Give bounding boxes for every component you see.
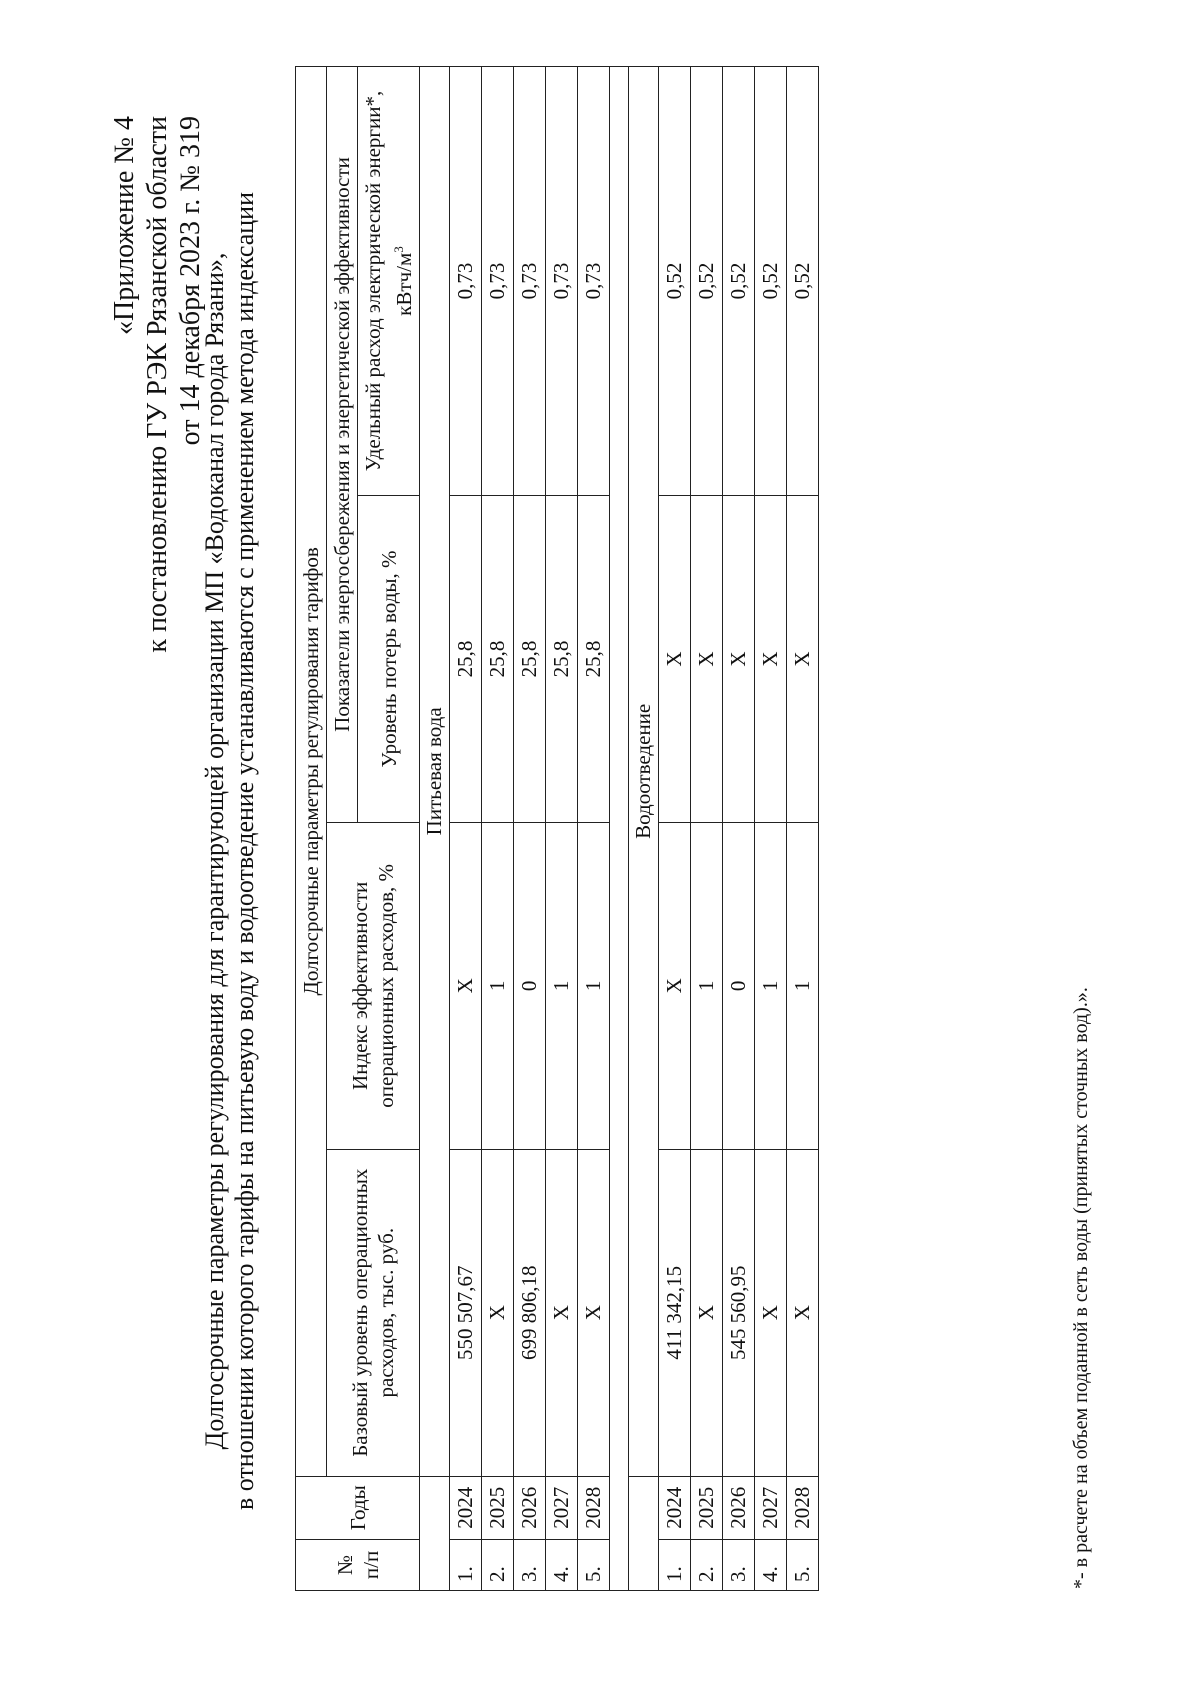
cell-water-loss: 25,8 [578, 496, 610, 823]
header-electricity-text: Удельный расход электрической энергии*, кВтч/м [361, 90, 416, 472]
footnote: *- в расчете на объем поданной в сеть воды (принятых сточных вод).». [1070, 987, 1092, 1589]
cell-year: 2027 [755, 1476, 787, 1539]
cell-water-loss: 25,8 [546, 496, 578, 823]
cell-efficiency-index: 1 [578, 822, 610, 1149]
cell-efficiency-index: X [659, 822, 691, 1149]
cell-electricity: 0,52 [723, 67, 755, 496]
table-row [578, 67, 610, 1591]
table-body [420, 67, 819, 1591]
cell-efficiency-index: 1 [546, 822, 578, 1149]
cell-year: 2024 [659, 1476, 691, 1539]
cell-year: 2024 [450, 1476, 482, 1539]
cell-efficiency-index: X [450, 822, 482, 1149]
cell-water-loss: X [659, 496, 691, 823]
table-header [296, 67, 420, 1591]
cell-num: 3. [723, 1539, 755, 1590]
section-title: Водоотведение [629, 67, 659, 1477]
table-row [514, 67, 546, 1591]
cell-efficiency-index: 1 [691, 822, 723, 1149]
cell-electricity: 0,52 [787, 67, 819, 496]
cell-water-loss: X [787, 496, 819, 823]
cell-base-level: 550 507,67 [450, 1149, 482, 1476]
cell-electricity: 0,73 [578, 67, 610, 496]
title-line-2: в отношении которого тарифы на питьевую воду и водоотведение устанавливаются с применением метода индексации [230, 191, 259, 1511]
table-row [482, 67, 514, 1591]
cell-num: 1. [450, 1539, 482, 1590]
section-empty-cell [629, 1476, 659, 1590]
cell-base-level: X [787, 1149, 819, 1476]
cell-year: 2026 [723, 1476, 755, 1539]
cell-base-level: X [755, 1149, 787, 1476]
cell-water-loss: X [755, 496, 787, 823]
document-page [50, 51, 1150, 1651]
section-row [629, 67, 659, 1591]
header-base-level: Базовый уровень операционных расходов, тыс. руб. [327, 1149, 420, 1476]
header-group: Долгосрочные параметры регулирования тарифов [296, 67, 327, 1477]
title-line-1: Долгосрочные параметры регулирования для гарантирующей организации МП «Водоканал города Рязани», [200, 252, 229, 1450]
cell-efficiency-index: 1 [787, 822, 819, 1149]
cell-water-loss: 25,8 [514, 496, 546, 823]
header-electricity-sup: 3 [391, 246, 406, 253]
cell-water-loss: X [691, 496, 723, 823]
header-electricity [358, 67, 420, 496]
cell-efficiency-index: 1 [482, 822, 514, 1149]
cell-num: 4. [546, 1539, 578, 1590]
cell-electricity: 0,73 [450, 67, 482, 496]
cell-electricity: 0,73 [546, 67, 578, 496]
header-year: Годы [296, 1476, 420, 1539]
cell-year: 2028 [578, 1476, 610, 1539]
table-row [546, 67, 578, 1591]
cell-base-level: X [482, 1149, 514, 1476]
document-title [200, 51, 260, 1651]
header-num: № п/п [296, 1539, 420, 1590]
appendix-reference [108, 116, 207, 653]
cell-water-loss: 25,8 [450, 496, 482, 823]
table-row [755, 67, 787, 1591]
header-energy-group: Показатели энергосбережения и энергетической эффективности [327, 67, 358, 823]
table-row [723, 67, 755, 1591]
cell-year: 2028 [787, 1476, 819, 1539]
section-spacer-cell [610, 67, 629, 1591]
appendix-line-2: к постановлению ГУ РЭК Рязанской области [142, 116, 173, 653]
cell-efficiency-index: 0 [723, 822, 755, 1149]
table-row [787, 67, 819, 1591]
parameters-table [295, 66, 819, 1591]
cell-base-level: 699 806,18 [514, 1149, 546, 1476]
cell-num: 5. [578, 1539, 610, 1590]
cell-electricity: 0,73 [482, 67, 514, 496]
cell-year: 2027 [546, 1476, 578, 1539]
cell-electricity: 0,52 [755, 67, 787, 496]
cell-year: 2026 [514, 1476, 546, 1539]
cell-efficiency-index: 0 [514, 822, 546, 1149]
section-spacer [610, 67, 629, 1591]
cell-base-level: X [578, 1149, 610, 1476]
cell-year: 2025 [691, 1476, 723, 1539]
cell-base-level: X [546, 1149, 578, 1476]
cell-num: 1. [659, 1539, 691, 1590]
header-efficiency-index: Индекс эффективности операционных расходов, % [327, 822, 420, 1149]
appendix-line-1: «Приложение № 4 [109, 116, 140, 335]
cell-num: 2. [691, 1539, 723, 1590]
cell-electricity: 0,73 [514, 67, 546, 496]
cell-electricity: 0,52 [691, 67, 723, 496]
section-row [420, 67, 450, 1591]
cell-num: 5. [787, 1539, 819, 1590]
cell-num: 3. [514, 1539, 546, 1590]
cell-num: 4. [755, 1539, 787, 1590]
cell-water-loss: X [723, 496, 755, 823]
appendix-line-3: от 14 декабря 2023 г. № 319 [175, 116, 206, 446]
section-title: Питьевая вода [420, 67, 450, 1477]
cell-electricity: 0,52 [659, 67, 691, 496]
cell-base-level: X [691, 1149, 723, 1476]
cell-base-level: 545 560,95 [723, 1149, 755, 1476]
table-row [450, 67, 482, 1591]
table-row [691, 67, 723, 1591]
header-water-loss: Уровень потерь воды, % [358, 496, 420, 823]
cell-base-level: 411 342,15 [659, 1149, 691, 1476]
table-row [659, 67, 691, 1591]
cell-year: 2025 [482, 1476, 514, 1539]
cell-water-loss: 25,8 [482, 496, 514, 823]
section-empty-cell [420, 1476, 450, 1590]
cell-num: 2. [482, 1539, 514, 1590]
cell-efficiency-index: 1 [755, 822, 787, 1149]
